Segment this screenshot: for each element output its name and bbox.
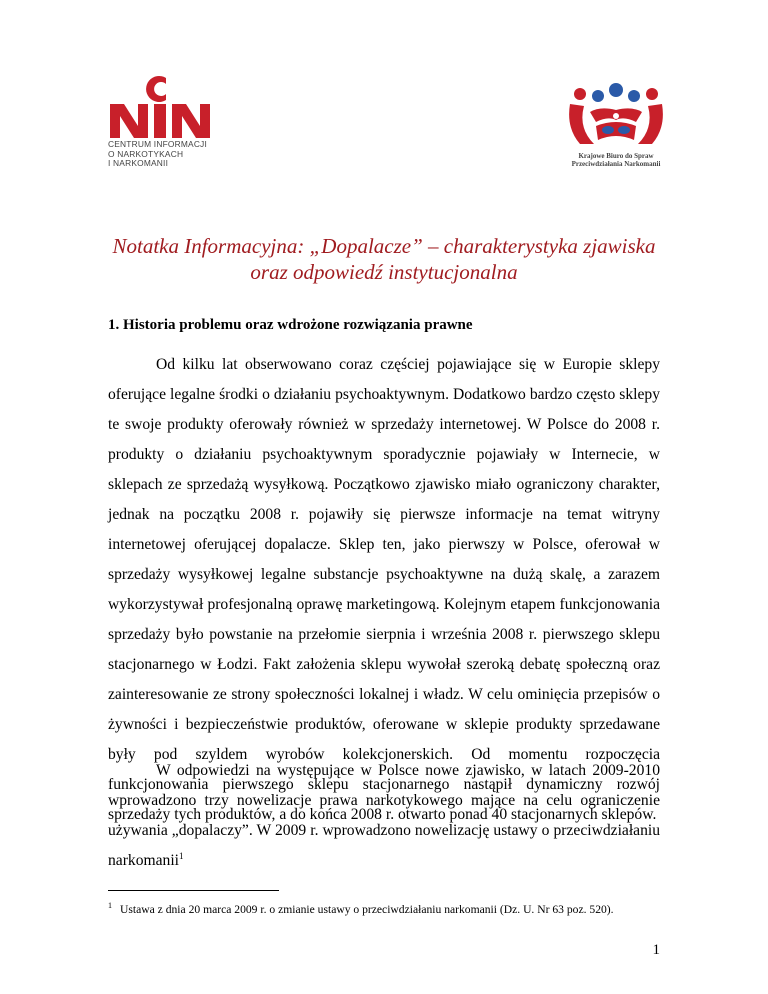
document-title-line-1: Notatka Informacyjna: „Dopalacze” – charakterystyka zjawiska	[112, 234, 656, 258]
cin-logo	[108, 74, 218, 169]
document-title	[60, 233, 708, 285]
page-number: 1	[652, 942, 660, 958]
kbpn-people-logo-icon	[564, 82, 668, 150]
section-heading: 1. Historia problemu oraz wdrożone rozwiązania prawne	[108, 317, 473, 333]
footnote-divider	[108, 890, 279, 891]
cin-logo-mark-icon	[108, 74, 212, 138]
kbpn-logo	[560, 82, 680, 168]
paragraph-2-text: W odpowiedzi na występujące w Polsce nowe zjawisko, w latach 2009-2010 wprowadzono trzy nowelizacje prawa narkotykowego mające na celu ograniczenie używania „dopalaczy”. W 2009 r. wprowadzono nowelizację ustawy o przeciwdziałaniu narkomanii	[108, 762, 660, 869]
footnote-text: Ustawa z dnia 20 marca 2009 r. o zmianie ustawy o przeciwdziałaniu narkomanii (Dz. U. Nr 63 poz. 520).	[120, 902, 614, 916]
cin-logo-line-3: I NARKOMANII	[108, 158, 169, 169]
kbpn-logo-text	[560, 152, 672, 168]
footnote-reference[interactable]: 1	[179, 850, 184, 861]
cin-logo-line-1: CENTRUM INFORMACJI	[108, 139, 207, 149]
footnote-number: 1	[108, 901, 112, 910]
document-title-line-2: oraz odpowiedź instytucjonalna	[250, 260, 518, 284]
cin-logo-line-2: O NARKOTYKACH	[108, 148, 184, 159]
kbpn-logo-line-2: Przeciwdziałania Narkomanii	[571, 160, 661, 169]
paragraph-2	[108, 756, 660, 876]
cin-logo-text	[108, 140, 218, 169]
kbpn-logo-line-1: Krajowe Biuro do Spraw	[578, 152, 654, 160]
footnote	[108, 899, 708, 917]
paragraph-1-text: Od kilku lat obserwowano coraz częściej pojawiające się w Europie sklepy oferujące legalne środki o działaniu psychoaktywnym. Dodatkowo bardzo często sklepy te swoje produkty oferowały również w sprzedaży internetowej. W Polsce do 2008 r. produkty o działaniu psychoaktywnym sporadycznie pojawiały w Internecie, w sklepach ze sprzedażą wysyłkową. Początkowo zjawisko miało ograniczony charakter, jednak na początku 2008 r. pojawiły się pierwsze informacje na temat witryny internetowej oferującej dopalacze. Sklep ten, jako pierwszy w Polsce, oferował w sprzedaży wysyłkowej legalne substancje psychoaktywne na dużą skalę, a zarazem wykorzystywał profesjonalną oprawę marketingową. Kolejnym etapem funkcjonowania sprzedaży było powstanie na przełomie sierpnia i września 2008 r. pierwszego sklepu stacjonarnego w Łodzi. Fakt założenia sklepu wywołał szeroką debatę społeczną oraz zainteresowanie ze strony społeczności lokalnej i władz. W celu ominięcia przepisów o żywności i bezpieczeństwie produktów, oferowane w sklepie produkty sprzedawane były pod szyldem wyrobów kolekcjonerskich. Od momentu rozpoczęcia funkcjonowania pierwszego sklepu stacjonarnego nastąpił dynamiczny rozwój sprzedaży tych produktów, a do końca 2008 r. otwarto ponad 40 stacjonarnych sklepów.	[108, 356, 660, 823]
